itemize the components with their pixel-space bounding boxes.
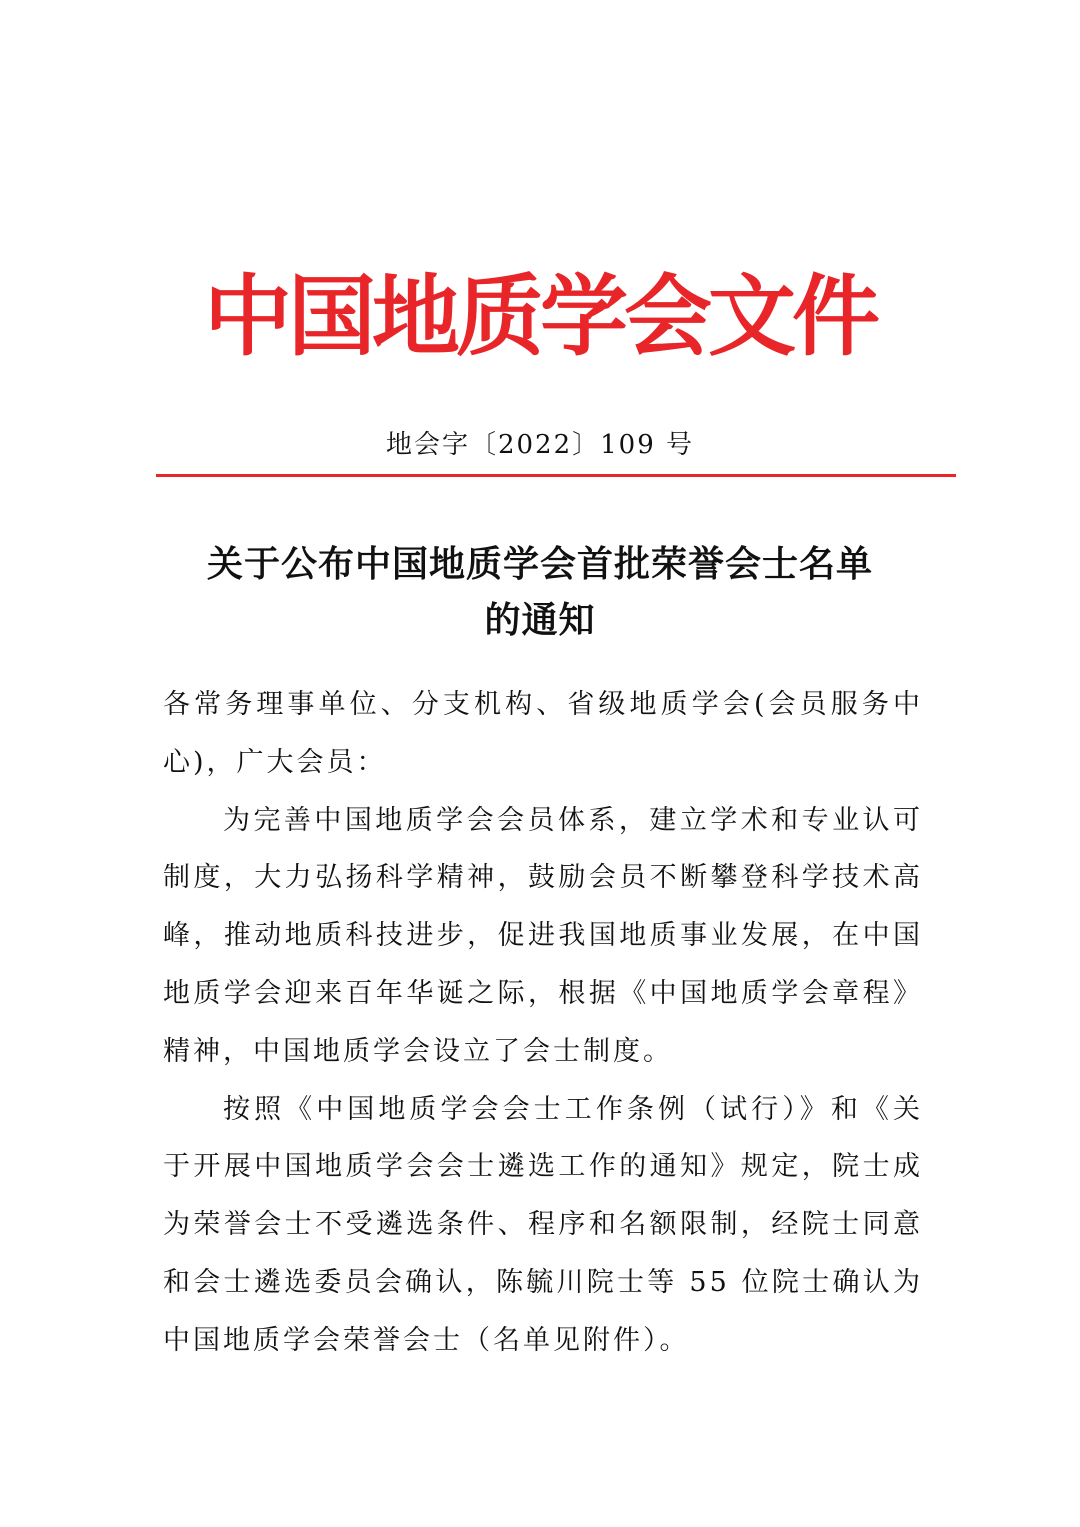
document-number: 地会字〔2022〕109 号	[385, 430, 695, 460]
body-paragraph-1: 为完善中国地质学会会员体系，建立学术和专业认可制度，大力弘扬科学精神，鼓励会员不断攀登科学技术高峰，推动地质科技进步，促进我国地质事业发展，在中国地质学会迎来百年华诞之际，根据《中国地质学会章程》精神，中国地质学会设立了会士制度。	[163, 804, 923, 1067]
notice-title-line-2: 的通知	[484, 600, 596, 641]
notice-body	[163, 676, 923, 1370]
notice-title	[0, 537, 1080, 649]
body-paragraph-2: 按照《中国地质学会会士工作条例（试行）》和《关于开展中国地质学会会士遴选工作的通知》规定，院士成为荣誉会士不受遴选条件、程序和名额限制，经院士同意和会士遴选委员会确认，陈毓川院士等 55 位院士确认为中国地质学会荣誉会士（名单见附件）。	[163, 1093, 923, 1356]
document-masthead: 中国地质学会文件	[203, 265, 876, 368]
salutation: 各常务理事单位、分支机构、省级地质学会(会员服务中心)，广大会员：	[163, 689, 923, 778]
notice-title-line-1: 关于公布中国地质学会首批荣誉会士名单	[206, 544, 873, 585]
red-divider-line	[156, 474, 956, 477]
